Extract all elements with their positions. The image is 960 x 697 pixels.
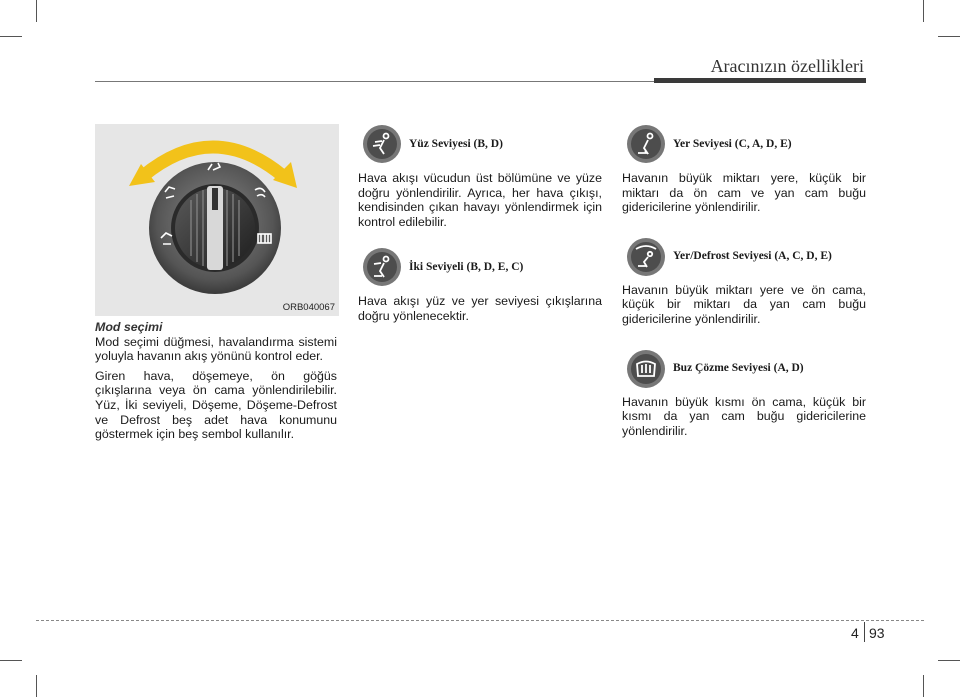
mode-title: Buz Çözme Seviyesi (A, D) (673, 362, 804, 375)
crop-mark (36, 675, 37, 697)
crop-mark (0, 36, 22, 37)
mode-description: Hava akışı yüz ve yer seviyesi çıkışlarına doğru yönlenecektir. (358, 294, 602, 323)
mode-title: Yer Seviyesi (C, A, D, E) (673, 137, 792, 150)
mode-description: Havanın büyük kısmı ön cama, küçük bir kısmı da yan cam buğu gidericilerine yönlendirilir. (622, 394, 866, 438)
mode-knob-figure (95, 124, 339, 316)
mode-description: Havanın büyük miktarı yere ve ön cama, küçük bir miktarı da yan cam buğu gidericilerine yönlendirilir. (622, 282, 866, 326)
mode-title: Yer/Defrost Seviyesi (A, C, D, E) (673, 250, 832, 263)
crop-mark (0, 660, 22, 661)
mode-description: Hava akışı vücudun üst bölümüne ve yüze doğru yönlendirilir. Ayrıca, her hava çıkışı, kendisinden çıkan havayı yönlendirmek için kontrol edilebilir. (358, 171, 602, 229)
page-header-title: Aracınızın özellikleri (710, 56, 864, 76)
floor-vent-icon (626, 124, 666, 164)
crop-mark (923, 0, 924, 22)
paragraph: Mod seçimi düğmesi, havalandırma sistemi yoluyla havanın akış yönünü kontrol eder. (95, 334, 337, 364)
left-column (95, 320, 337, 442)
mode-heading (626, 124, 866, 164)
mode-title: Yüz Seviyesi (B, D) (409, 137, 503, 150)
page-number-divider (864, 622, 865, 642)
header-bar (654, 78, 866, 83)
middle-column (358, 124, 602, 324)
floor-defrost-icon (626, 237, 666, 277)
mode-heading (362, 247, 602, 287)
face-vent-icon (362, 124, 402, 164)
crop-mark (923, 675, 924, 697)
crop-mark (938, 36, 960, 37)
page-number: 93 (869, 625, 885, 641)
mode-heading (362, 124, 602, 164)
defrost-icon (626, 349, 666, 389)
mode-knob-illustration (95, 124, 339, 316)
mode-heading (626, 237, 866, 277)
right-column (622, 124, 866, 438)
figure-code: ORB040067 (282, 302, 335, 313)
paragraph: Giren hava, döşemeye, ön göğüs çıkışlarına veya ön cama yönlendirilebilir. Yüz, İki seviyeli, Döşeme, Döşeme-Defrost ve Defrost beş adet hava konumunu göstermek için beş sembol kullanılır. (95, 368, 337, 442)
mode-description: Havanın büyük miktarı yere, küçük bir miktarı da ön cam ve yan cam buğu gidericilerine yönlendirilir. (622, 171, 866, 215)
chapter-number: 4 (851, 625, 859, 641)
section-subheading: Mod seçimi (95, 320, 163, 334)
footer-rule (36, 620, 924, 621)
crop-mark (36, 0, 37, 22)
mode-heading (626, 349, 866, 389)
bi-level-vent-icon (362, 247, 402, 287)
crop-mark (938, 660, 960, 661)
mode-title: İki Seviyeli (B, D, E, C) (409, 261, 524, 274)
